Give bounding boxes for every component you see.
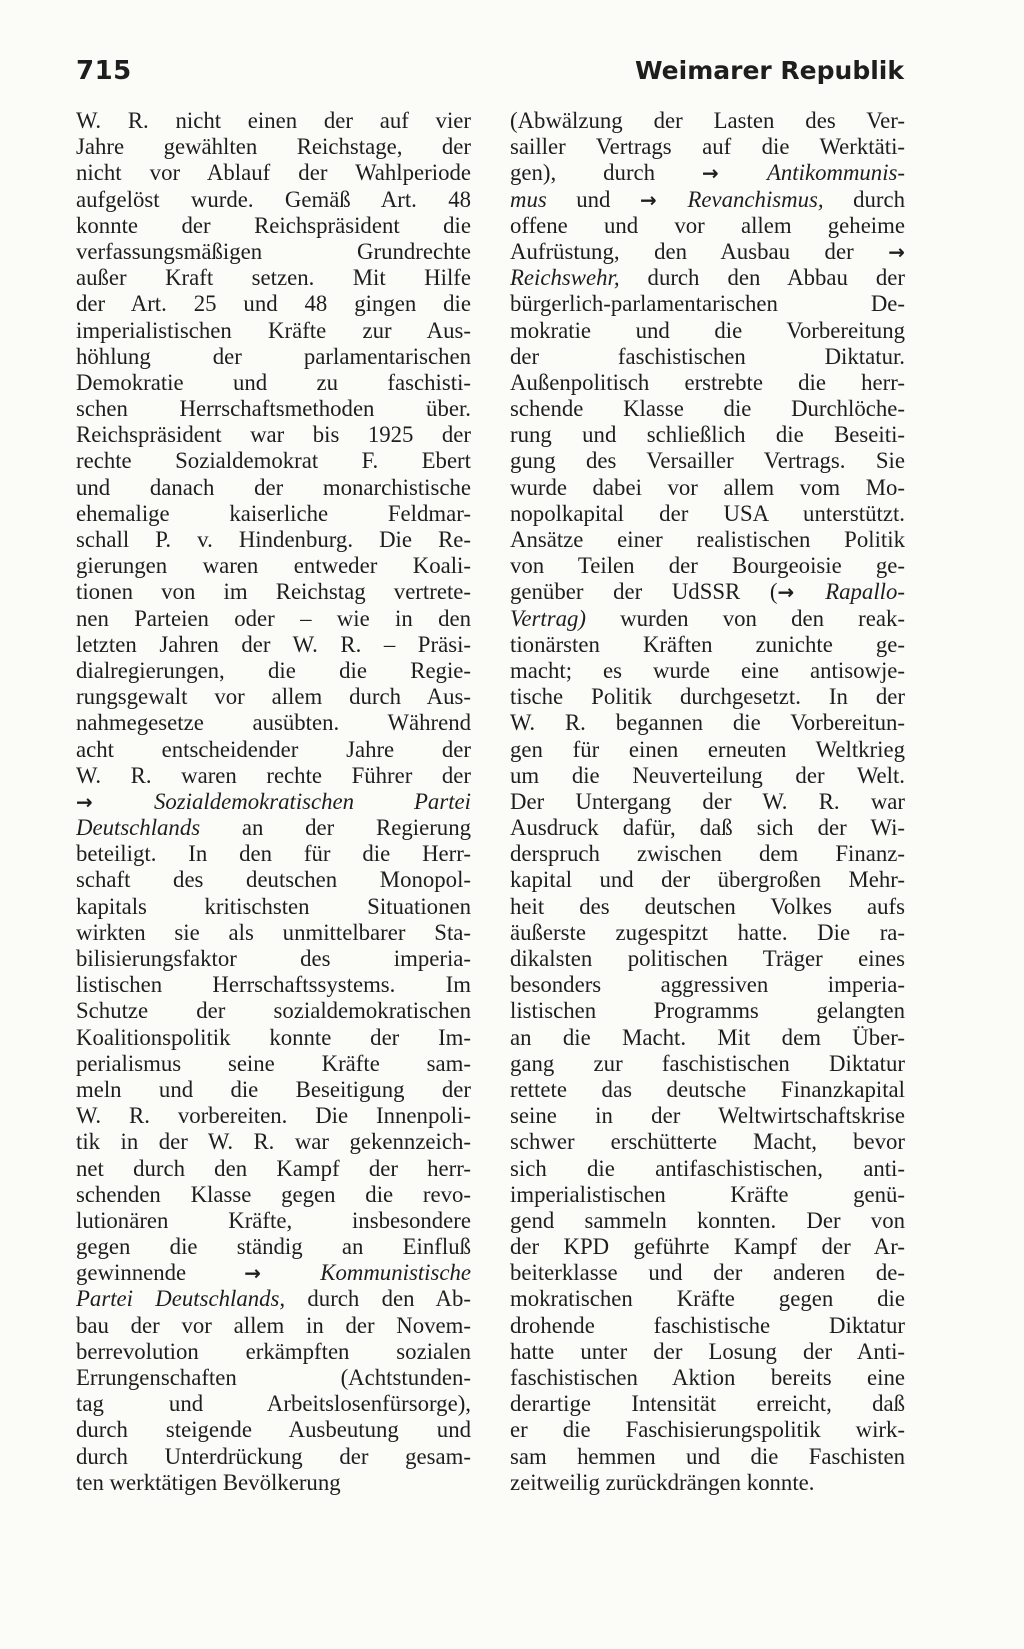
right-line: von Teilen der Bourgeoisie ge-: [510, 553, 905, 579]
left-line: nicht vor Ablauf der Wahlperiode: [76, 160, 471, 186]
left-line: bau der vor allem in der Novem-: [76, 1312, 471, 1338]
right-text-column: [510, 108, 905, 1496]
left-line: listischen Herrschaftssystems. Im: [76, 972, 471, 998]
left-line: rungsgewalt vor allem durch Aus-: [76, 684, 471, 710]
left-line: Koalitionspolitik konnte der Im-: [76, 1024, 471, 1050]
cross-reference-term[interactable]: mus: [510, 186, 547, 212]
cross-reference-term[interactable]: Partei Deutschlands,: [76, 1286, 286, 1312]
right-line: rettete das deutsche Finanzkapital: [510, 1076, 905, 1102]
left-line: Jahre gewählten Reichstage, der: [76, 134, 471, 160]
left-line: tionen von im Reichstag vertrete-: [76, 579, 471, 605]
right-line: beiterklasse und der anderen de-: [510, 1260, 905, 1286]
right-line: gen für einen erneuten Weltkrieg: [510, 736, 905, 762]
text-run: Aufrüstung, den Ausbau der: [510, 238, 889, 264]
text-run: an der Regierung: [200, 815, 471, 841]
right-line: [510, 239, 905, 265]
right-line: [510, 187, 905, 213]
left-line: W. R. vorbereiten. Die Innenpoli-: [76, 1103, 471, 1129]
left-line: wirkten sie als unmittelbarer Sta-: [76, 919, 471, 945]
page-header: [76, 56, 904, 92]
left-line: [76, 1260, 471, 1286]
right-line: derspruch zwischen dem Finanz-: [510, 841, 905, 867]
left-line: ten werktätigen Bevölkerung: [76, 1469, 341, 1495]
right-line: Ansätze einer realistischen Politik: [510, 527, 905, 552]
right-line: listischen Programms gelangten: [510, 998, 905, 1024]
right-line: tische Politik durchgesetzt. In der: [510, 684, 905, 710]
left-line: nahmegesetze ausübten. Während: [76, 710, 471, 736]
left-line: schall P. v. Hindenburg. Die Re-: [76, 527, 471, 552]
right-line: derartige Intensität erreicht, daß: [510, 1391, 905, 1417]
right-line: schwer erschütterte Macht, bevor: [510, 1129, 905, 1155]
right-line: sailler Vertrags auf die Werktäti-: [510, 134, 905, 160]
left-line: lutionären Kräfte, insbesondere: [76, 1207, 471, 1233]
text-run: durch den Abbau der: [619, 265, 905, 291]
right-line: schende Klasse die Durchlöche-: [510, 396, 905, 422]
left-line: acht entscheidender Jahre der: [76, 736, 471, 762]
left-line: schaft des deutschen Monopol-: [76, 867, 471, 893]
right-line: der KPD geführte Kampf der Ar-: [510, 1234, 905, 1260]
right-line: Der Untergang der W. R. war: [510, 788, 905, 814]
cross-reference-term[interactable]: Sozialdemokratischen Partei: [153, 788, 471, 814]
left-line: net durch den Kampf der herr-: [76, 1155, 471, 1181]
left-line: W. R. nicht einen der auf vier: [76, 108, 471, 133]
left-line: nen Parteien oder – wie in den: [76, 605, 471, 631]
right-line: hatte unter der Losung der Anti-: [510, 1338, 905, 1364]
cross-reference-term[interactable]: Rapallo-: [825, 579, 905, 605]
right-line: um die Neuverteilung der Welt.: [510, 762, 905, 788]
right-line: an die Macht. Mit dem Über-: [510, 1024, 905, 1050]
right-line: drohende faschistische Diktatur: [510, 1312, 905, 1338]
right-line: [510, 579, 905, 605]
text-run: durch: [823, 186, 905, 212]
right-line: mokratie und die Vorbereitung: [510, 317, 905, 343]
left-line: höhlung der parlamentarischen: [76, 343, 471, 369]
right-line: der faschistischen Diktatur.: [510, 343, 905, 369]
right-line: imperialistischen Kräfte genü-: [510, 1181, 905, 1207]
cross-reference-arrow-icon: →: [702, 161, 767, 186]
right-line: [510, 606, 905, 632]
right-line: er die Faschisierungspolitik wirk-: [510, 1417, 905, 1443]
right-line: nopolkapital der USA unterstützt.: [510, 500, 905, 526]
left-line: letzten Jahren der W. R. – Präsi-: [76, 631, 471, 657]
left-line: Schutze der sozialdemokratischen: [76, 998, 471, 1024]
left-line: [76, 815, 471, 841]
right-line: faschistischen Aktion bereits eine: [510, 1365, 905, 1390]
running-head: Weimarer Republik: [634, 56, 904, 85]
left-line: [76, 1286, 471, 1312]
text-run: gewinnende: [76, 1260, 245, 1286]
left-line: der Art. 25 und 48 gingen die: [76, 291, 471, 317]
right-line: wurde dabei vor allem vom Mo-: [510, 474, 905, 500]
right-line: sam hemmen und die Faschisten: [510, 1443, 905, 1469]
left-line: durch steigende Ausbeutung und: [76, 1417, 471, 1443]
cross-reference-term[interactable]: Reichswehr,: [510, 265, 620, 291]
left-line: rechte Sozialdemokrat F. Ebert: [76, 448, 471, 474]
left-line: außer Kraft setzen. Mit Hilfe: [76, 265, 471, 291]
right-line: kapital und der übergroßen Mehr-: [510, 867, 905, 893]
cross-reference-term[interactable]: Revanchismus,: [687, 186, 824, 212]
right-line: macht; es wurde eine antisowje-: [510, 657, 905, 683]
left-line: und danach der monarchistische: [76, 474, 471, 500]
right-line: mokratischen Kräfte gegen die: [510, 1286, 905, 1312]
left-line: verfassungsmäßigen Grundrechte: [76, 238, 471, 264]
left-line: Demokratie und zu faschisti-: [76, 369, 471, 395]
left-line: konnte der Reichspräsident die: [76, 212, 471, 238]
cross-reference-arrow-icon: →: [76, 789, 154, 814]
cross-reference-arrow-icon: →: [888, 239, 905, 264]
right-line: Ausdruck dafür, daß sich der Wi-: [510, 815, 905, 841]
left-line: perialismus seine Kräfte sam-: [76, 1050, 471, 1076]
left-line: W. R. waren rechte Führer der: [76, 762, 471, 788]
left-line: durch Unterdrückung der gesam-: [76, 1443, 471, 1469]
right-line: heit des deutschen Volkes aufs: [510, 893, 905, 919]
cross-reference-arrow-icon: →: [244, 1261, 321, 1286]
left-text-column: [76, 108, 471, 1496]
left-line: Errungenschaften (Achtstunden-: [76, 1365, 471, 1390]
left-line: [76, 789, 471, 815]
text-run: genüber der UdSSR (: [510, 579, 778, 605]
text-run: gen), durch: [510, 160, 702, 186]
left-line: schen Herrschaftsmethoden über.: [76, 396, 471, 422]
left-line: meln und die Beseitigung der: [76, 1076, 471, 1102]
text-run: und: [546, 186, 640, 212]
left-line: bilisierungsfaktor des imperia-: [76, 946, 471, 971]
left-line: kapitals kritischsten Situationen: [76, 893, 471, 919]
left-line: Reichspräsident war bis 1925 der: [76, 422, 471, 448]
right-line: seine in der Weltwirtschaftskrise: [510, 1103, 905, 1129]
right-line: W. R. begannen die Vorbereitun-: [510, 710, 905, 736]
left-line: ehemalige kaiserliche Feldmar-: [76, 500, 471, 526]
cross-reference-term[interactable]: Vertrag): [510, 605, 586, 631]
left-line: dialregierungen, die die Regie-: [76, 657, 471, 683]
cross-reference-term[interactable]: Antikommunis-: [766, 160, 905, 186]
right-line: rung und schließlich die Beseiti-: [510, 422, 905, 448]
cross-reference-term[interactable]: Kommunistische: [320, 1260, 471, 1286]
cross-reference-term[interactable]: Deutschlands: [76, 815, 201, 841]
right-line: bürgerlich-parlamentarischen De-: [510, 291, 905, 317]
right-line: offene und vor allem geheime: [510, 212, 905, 238]
right-line: gend sammeln konnten. Der von: [510, 1207, 905, 1233]
right-line: Außenpolitisch erstrebte die herr-: [510, 369, 905, 395]
right-line: (Abwälzung der Lasten des Ver-: [510, 108, 905, 133]
right-line: gang zur faschistischen Diktatur: [510, 1050, 905, 1076]
cross-reference-arrow-icon: →: [639, 187, 688, 212]
page-number: 715: [76, 56, 132, 86]
right-line: besonders aggressiven imperia-: [510, 972, 905, 998]
left-line: aufgelöst wurde. Gemäß Art. 48: [76, 186, 471, 212]
right-line: [510, 160, 905, 186]
right-line: tionärsten Kräften zunichte ge-: [510, 631, 905, 657]
right-line: gung des Versailler Vertrags. Sie: [510, 448, 905, 474]
left-line: beteiligt. In den für die Herr-: [76, 841, 471, 867]
right-line: [510, 265, 905, 291]
left-line: tik in der W. R. war gekennzeich-: [76, 1129, 471, 1155]
text-run: wurden von den reak-: [585, 605, 905, 631]
left-line: tag und Arbeitslosenfürsorge),: [76, 1391, 471, 1417]
right-line: zeitweilig zurückdrängen konnte.: [510, 1469, 815, 1495]
left-line: gegen die ständig an Einfluß: [76, 1234, 471, 1260]
right-line: äußerste zugespitzt hatte. Die ra-: [510, 919, 905, 945]
right-line: sich die antifaschistischen, anti-: [510, 1155, 905, 1181]
text-run: durch den Ab-: [285, 1286, 471, 1312]
left-line: gierungen waren entweder Koali-: [76, 553, 471, 579]
left-line: imperialistischen Kräfte zur Aus-: [76, 317, 471, 343]
left-line: schenden Klasse gegen die revo-: [76, 1181, 471, 1207]
cross-reference-arrow-icon: →: [777, 580, 826, 605]
left-line: berrevolution erkämpften sozialen: [76, 1338, 471, 1364]
right-line: dikalsten politischen Träger eines: [510, 946, 905, 971]
